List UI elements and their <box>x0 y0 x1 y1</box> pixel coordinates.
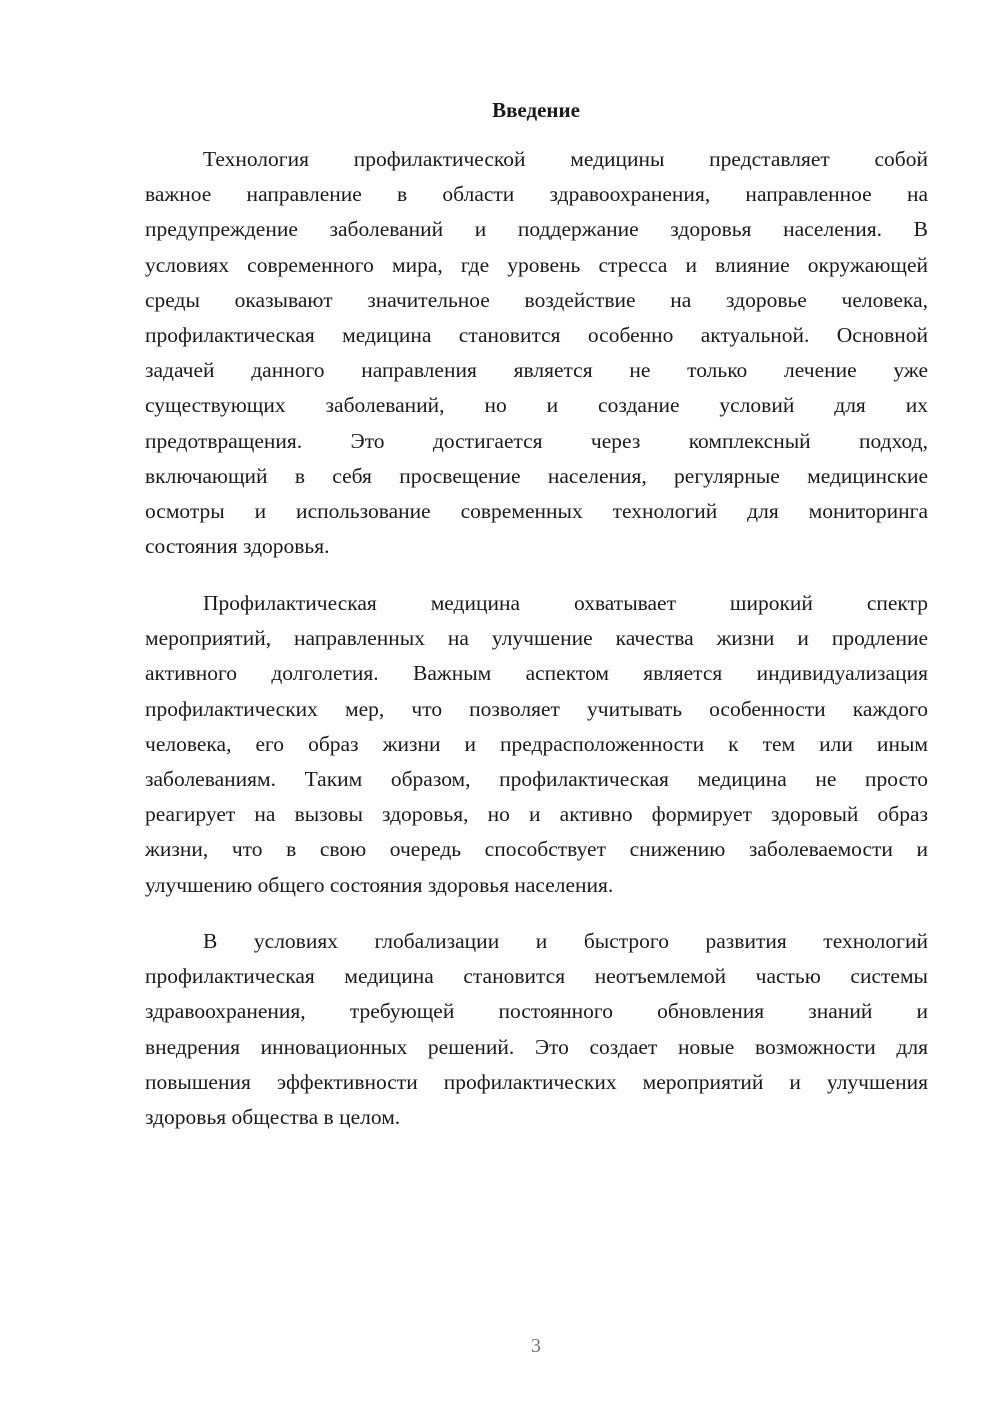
text-line: предупреждение заболеваний и поддержание здоровья населения. В <box>145 217 928 242</box>
text-line: осмотры и использование современных технологий для мониторинга <box>145 498 928 523</box>
text-line: включающий в себя просвещение населения, регулярные медицинские <box>145 463 928 488</box>
text-line: профилактическая медицина становится неотъемлемой частью системы <box>145 964 928 989</box>
text-line: В условиях глобализации и быстрого развития технологий <box>203 929 928 953</box>
text-line: мероприятий, направленных на улучшение качества жизни и продление <box>145 626 928 651</box>
text-line: здравоохранения, требующей постоянного обновления знаний и <box>145 999 928 1024</box>
text-line: профилактическая медицина становится особенно актуальной. Основной <box>145 322 928 347</box>
text-line: задачей данного направления является не только лечение уже <box>145 358 928 383</box>
text-line: профилактических мер, что позволяет учитывать особенности каждого <box>145 696 928 721</box>
paragraph-2 <box>145 586 928 903</box>
section-heading: Введение <box>492 98 580 122</box>
text-line: улучшению общего состояния здоровья населения. <box>145 872 614 897</box>
text-line: человека, его образ жизни и предрасположенности к тем или иным <box>145 731 928 756</box>
text-line: здоровья общества в целом. <box>145 1104 401 1129</box>
text-line: жизни, что в свою очередь способствует снижению заболеваемости и <box>145 837 928 862</box>
page-number: 3 <box>531 1335 541 1357</box>
text-line: существующих заболеваний, но и создание условий для их <box>145 393 928 418</box>
text-line: Технология профилактической медицины представляет собой <box>203 147 928 171</box>
paragraph-1 <box>145 142 928 564</box>
text-line: Профилактическая медицина охватывает широкий спектр <box>203 591 928 615</box>
text-line: внедрения инновационных решений. Это создает новые возможности для <box>145 1034 928 1059</box>
text-line: активного долголетия. Важным аспектом является индивидуализация <box>145 661 928 686</box>
text-line: реагирует на вызовы здоровья, но и активно формирует здоровый образ <box>145 802 928 827</box>
text-line: предотвращения. Это достигается через комплексный подход, <box>145 428 928 453</box>
text-line: важное направление в области здравоохранения, направленное на <box>145 182 928 207</box>
text-line: условиях современного мира, где уровень стресса и влияние окружающей <box>145 252 928 277</box>
text-line: повышения эффективности профилактических мероприятий и улучшения <box>145 1069 928 1094</box>
paragraph-3 <box>145 924 928 1135</box>
text-line: среды оказывают значительное воздействие на здоровье человека, <box>145 287 928 312</box>
text-line: заболеваниям. Таким образом, профилактическая медицина не просто <box>145 766 928 791</box>
text-line: состояния здоровья. <box>145 534 330 559</box>
